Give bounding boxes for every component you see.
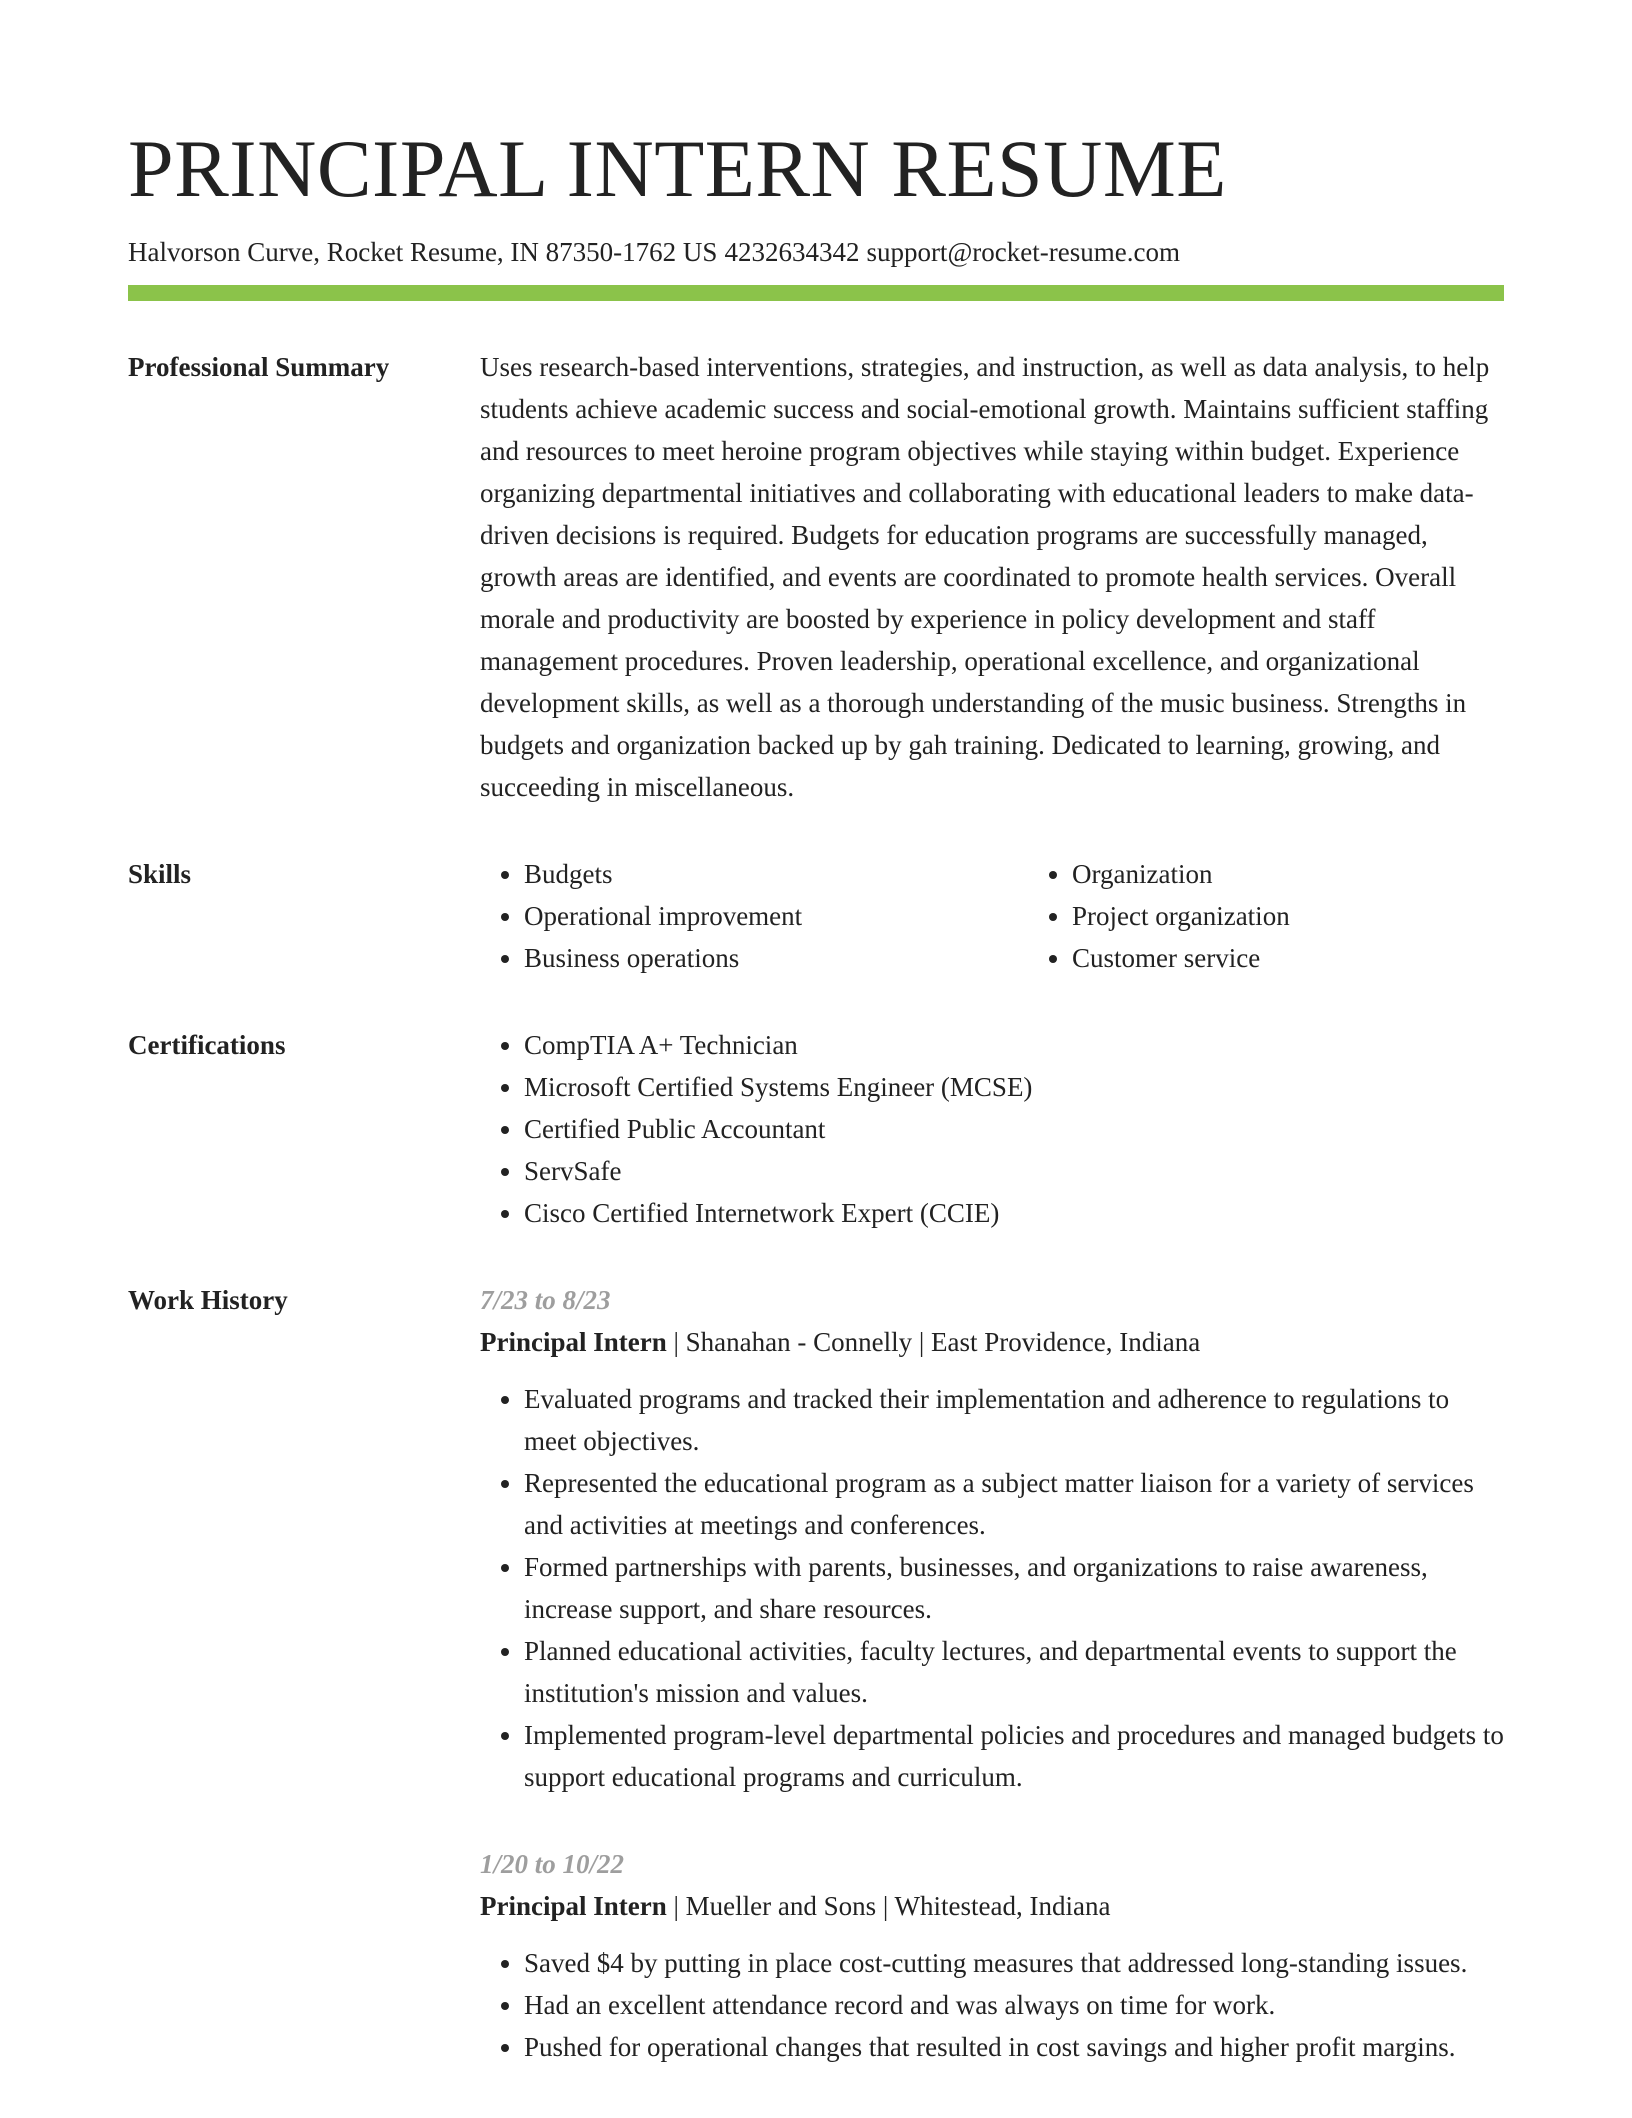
section-title: Professional Summary (128, 352, 390, 382)
certification-item: • ServSafe (524, 1150, 1504, 1192)
skills-section (128, 858, 1504, 979)
summary-text: Uses research-based interventions, strategies, and instruction, as well as data analysis, to help students achieve academic success and social-emotional growth. Maintains sufficient staffing and resources to meet heroine program objectives while staying within budget. Experience organizing departmental initiatives and collaborating with educational leaders to make data-driven decisions is required. Budgets for education programs are successfully managed, growth areas are identified, and events are coordinated to promote health services. Overall morale and productivity are boosted by experience in policy development and staff management procedures. Proven leadership, operational excellence, and organizational development skills, as well as a thorough understanding of the music business. Strengths in budgets and organization backed up by gah training. Dedicated to learning, growing, and succeeding in miscellaneous. (480, 352, 1490, 802)
job-bullet: • Evaluated programs and tracked their implementation and adherence to regulations to meet objectives. (524, 1378, 1504, 1462)
skill-item: • Project organization (1072, 895, 1576, 937)
work-history-body (480, 1284, 1504, 2118)
contact-address: Halvorson Curve, Rocket Resume, IN 87350-1762 US (128, 237, 718, 267)
job-bullet: • Implemented program-level departmental policies and procedures and managed budgets to support educational programs and curriculum. (524, 1714, 1504, 1798)
job-entry (480, 1843, 1504, 2068)
resume-page (128, 120, 1504, 2118)
certification-item: • CompTIA A+ Technician (524, 1024, 1504, 1066)
skills-list-left (480, 853, 1028, 979)
section-title: Work History (128, 1285, 288, 1315)
skill-item: • Business operations (524, 937, 1028, 979)
job-bullet: • Pushed for operational changes that resulted in cost savings and higher profit margins. (524, 2026, 1504, 2068)
section-title: Skills (128, 859, 192, 889)
job-heading (480, 1321, 1504, 1363)
job-bullet: • Represented the educational program as a subject matter liaison for a variety of services and activities at meetings and conferences. (524, 1462, 1504, 1546)
job-dates: 1/20 to 10/22 (480, 1849, 625, 1879)
job-heading (480, 1885, 1504, 1927)
job-title: Principal Intern (480, 1891, 667, 1921)
contact-email: support@rocket-resume.com (866, 237, 1180, 267)
certification-item: • Cisco Certified Internetwork Expert (CCIE) (524, 1192, 1504, 1234)
certification-item: • Certified Public Accountant (524, 1108, 1504, 1150)
resume-title: PRINCIPAL INTERN RESUME (128, 123, 1227, 214)
contact-phone: 4232634342 (724, 237, 860, 267)
job-company-location: | Mueller and Sons | Whitestead, Indiana (666, 1891, 1111, 1921)
summary-section (128, 351, 1504, 808)
summary-body (480, 351, 1504, 808)
work-history-section (128, 1284, 1504, 2118)
certification-item: • Microsoft Certified Systems Engineer (MCSE) (524, 1066, 1504, 1108)
skills-grid (480, 853, 1576, 979)
job-title: Principal Intern (480, 1327, 667, 1357)
certifications-section (128, 1029, 1504, 1234)
job-bullet: • Formed partnerships with parents, businesses, and organizations to raise awareness, increase support, and share resources. (524, 1546, 1504, 1630)
job-entry (480, 1279, 1504, 1798)
header-divider (128, 285, 1504, 301)
certifications-list (480, 1024, 1504, 1234)
job-bullets (480, 1378, 1504, 1798)
job-bullet: • Saved $4 by putting in place cost-cutting measures that addressed long-standing issues. (524, 1942, 1504, 1984)
skill-item: • Operational improvement (524, 895, 1028, 937)
job-company-location: | Shanahan - Connelly | East Providence, Indiana (666, 1327, 1201, 1357)
certifications-body (480, 1029, 1504, 1234)
job-bullet: • Planned educational activities, faculty lectures, and departmental events to support the institution's mission and values. (524, 1630, 1504, 1714)
job-dates: 7/23 to 8/23 (480, 1285, 611, 1315)
skill-item: • Customer service (1072, 937, 1576, 979)
job-bullet: • Had an excellent attendance record and was always on time for work. (524, 1984, 1504, 2026)
skill-item: • Budgets (524, 853, 1028, 895)
contact-line (128, 234, 1504, 270)
skills-body (480, 858, 1576, 979)
skills-list-right (1028, 853, 1576, 979)
section-title: Certifications (128, 1030, 286, 1060)
job-bullets (480, 1942, 1504, 2068)
skill-item: • Organization (1072, 853, 1576, 895)
